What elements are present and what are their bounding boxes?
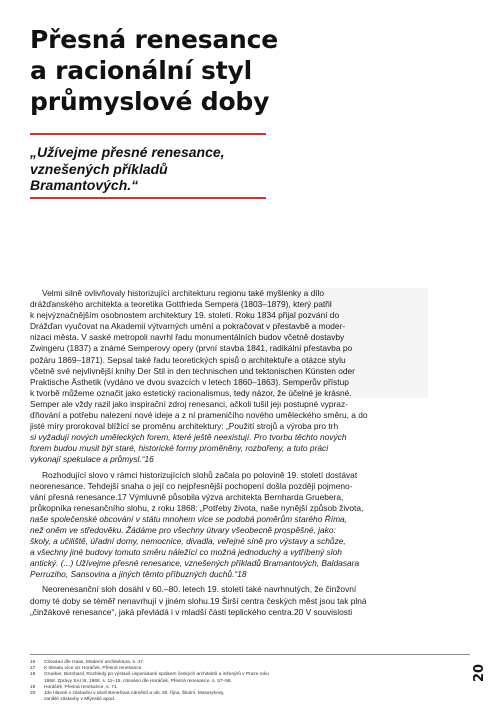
pull-quote-line: vznešených příkladů (30, 160, 168, 177)
body-line: k nejvýznačnějším osobnostem architektury 19. století. Roku 1834 přijal pozvání do (30, 310, 340, 321)
body-line: Perruziho, Sansovina a jiných těmto příbuzných duchů.“18 (30, 569, 247, 580)
footnote-text: Citováno dle Haas, Moderní architektura, s. 47. (44, 660, 145, 665)
footnote-number: 19 (30, 684, 36, 690)
pull-quote-line: Bramantových.“ (30, 177, 139, 194)
body-line: nizaci města. V saské metropoli navrhl řadu monumentálních budov včetně dostavby (30, 332, 345, 343)
footnotes (30, 660, 450, 703)
body-line: Drážďan vyučovat na Akademii výtvarných umění a pokračovat v přestavbě a moder- (30, 321, 346, 332)
footnote-number: 18 (30, 672, 36, 678)
body-line: průkopníka renesančního slohu, z roku 1868: „Potřeby života, naše nynější způsob života, (30, 502, 364, 513)
footnote-divider (30, 654, 470, 655)
body-line: než oněm ve středověku. Žádáme pro všechny útvary všeobecně prospěšné, jako: (30, 524, 336, 535)
body-line: Zwingeru (1837) a známé Semperovy opery (první stavba 1841, radikální přestavba po (30, 343, 353, 354)
body-line: naše společenské obcování v státu mnohem více se podobá poměrům starého Říma, (30, 513, 348, 524)
body-line: Rozhodující slovo v rámci historizujících slohů začala po polovině 19. století dostávat (42, 469, 358, 480)
body-line: požáru 1869–1871). Sepsal také řadu teoretických spisů o architektuře a otázce stylu (30, 354, 346, 365)
body-line: Semper ale vždy razil jako inspirační zdroj renesanci, ačkoli tušil jejı postupné vypraz- (30, 398, 348, 409)
body-line: forem budou musit být staré, historické formy proměněny, rozbořeny, a tuto práci (30, 443, 329, 454)
body-line: Velmi silně ovlivňovaly historizující architekturu regionu také myšlenky a dílo (42, 288, 325, 298)
footnote-text: K tématu více viz Horáček, Přesná renesance. (44, 666, 143, 672)
body-line: a všechny jiné budovy tomuto směru náležící co možná jednoduchý a vytříbený sloh (30, 547, 342, 558)
body-line: vykonají spekulace a průmysl.“16 (30, 454, 154, 465)
quote-top-rule (30, 133, 266, 135)
body-text (30, 288, 470, 618)
body-line: jisté míry prorokoval blížící se proměnu architektury: „Použití strojů a výroba pro trh (30, 421, 339, 432)
body-line: k tvorbě můžeme označit jako estetický racionalismus, tedy názor, že účelné je krásné. (30, 387, 352, 398)
footnote-text: Horáček, Přesná renesance, s. 71. (44, 684, 118, 690)
footnote-text: Grueber, Bernhard, Rozhledy po výstavě usporádané spolkem českých architektů a inženýrů v Praze roku (44, 672, 270, 678)
footnote-number: 17 (30, 666, 36, 672)
body-line: školy, a učiliště, úřadní domy, nemocnice, divadla, veřejné síně pro výstavy a schůze, (30, 536, 346, 547)
body-line: drážďanského architekta a teoretika Gottfrieda Sempera (1803–1879), který patřil (30, 299, 332, 310)
footnote-number: 20 (30, 691, 36, 697)
quote-bottom-rule (30, 197, 266, 199)
pull-quote-line: „Užívejme přesné renesance, (30, 144, 225, 160)
chapter-title-line: a racionální styl (30, 56, 252, 85)
footnote-number: 16 (30, 660, 36, 665)
paragraph (30, 584, 470, 617)
body-line: vání přesná renesance.17 Výmluvně působila výzva architekta Bernharda Gruebera, (30, 491, 344, 502)
paragraph (30, 470, 470, 581)
pull-quote (30, 144, 290, 194)
body-line: Neorenesanční sloh dosáhl v 60.–80. letech 19. století také navrhnutých, že činžovní (42, 584, 357, 595)
chapter-title (30, 24, 450, 117)
footnote (30, 672, 450, 678)
footnote-text: Jde hlavně o zástavbu v okolí Benešova náměstí a ulic 28. října, Školní, Masarykovy, (44, 691, 225, 697)
chapter-title-line: průmyslové doby (30, 87, 270, 116)
body-line: si vyžadují nových uměleckých forem, které ještě neexistují. Pro tvorbu těchto nových (30, 432, 347, 443)
body-line: antický. (...) Užívejme přesné renesance, vznešených příkladů Bramantových, Baldasara (30, 558, 360, 569)
body-line: Praktische Ästhetik (vydáno ve dvou svazcích v letech 1860–1863). Semperův přístup (30, 376, 349, 387)
paragraph (30, 288, 470, 466)
footnote-continuation: 1868. Zprávy SAI III, 1868, s. 11–15, citováno dle Horáček, Přesná renesance, s. 57–58. (44, 678, 232, 684)
body-line: neorenesance. Tehdejší snaha o její co nejpřesnější pochopení došla později pojmeno- (30, 480, 353, 491)
body-line: ďňování a potřebu nalezení nové ideje a z ní prameničího nového uměleckého směru, a do (30, 410, 368, 421)
page-number: 20 (472, 663, 487, 683)
body-line: „činžákové renesance“, jaká převládá i v mladší části teplického centra.20 V souvislosti (30, 606, 353, 617)
chapter-title-line: Přesná renesance (30, 25, 279, 54)
body-line: včetně své nejvlivnější knihy Der Stil in den technischen und tektonischen Künsten oder (30, 365, 355, 376)
body-line: domy té doby se téměř nenavrhují v jiném slohu.19 Širší centra českých měst jsou tak plná (30, 595, 367, 606)
footnote-continuation: zaniklé zástavby v Mlýnské apod. (44, 697, 116, 703)
